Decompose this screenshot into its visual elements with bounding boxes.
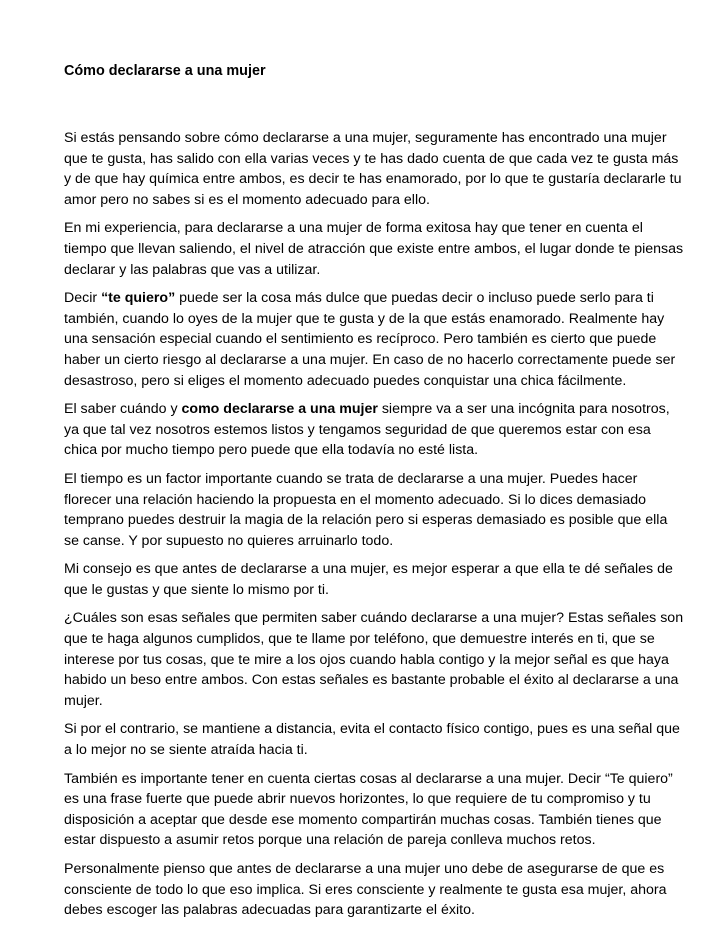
paragraph-5 (64, 469, 686, 551)
paragraph-text: En mi experiencia, para declararse a una mujer de forma exitosa hay que tener en cuenta el tiempo que llevan saliendo, el nivel de atracción que existe entre ambos, el lugar donde te piensas declarar y las palabras que vas a utilizar. (64, 220, 684, 278)
paragraph-text: Decir (64, 290, 102, 307)
document-title: Cómo declararse a una mujer (64, 63, 266, 79)
paragraph-text: El saber cuándo y (64, 401, 182, 418)
paragraph-3 (64, 288, 686, 391)
bold-phrase-como-declararse: como declararse a una mujer (181, 401, 378, 418)
paragraph-2 (64, 218, 686, 280)
paragraph-text: Si por el contrario, se mantiene a distancia, evita el contacto físico contigo, pues es una señal que a lo mejor no se siente atraída hacia ti. (64, 721, 680, 759)
paragraph-9 (64, 769, 686, 851)
paragraph-text: puede ser la cosa más dulce que puedas decir o incluso puede serlo para ti también, cuando lo oyes de la mujer que te gusta y de la que estás enamorado. Realmente hay una sensación especial cuando el sentimiento es recíproco. Pero también es cierto que puede haber un cierto riesgo al declararse a una mujer. En caso de no hacerlo correctamente puede ser desastroso, pero si eliges el momento adecuado puedes conquistar una chica fácilmente. (64, 290, 676, 389)
paragraph-8 (64, 719, 686, 760)
bold-phrase-te-quiero: “te quiero” (101, 290, 176, 307)
paragraph-7 (64, 608, 686, 711)
paragraph-text: También es importante tener en cuenta ciertas cosas al declararse a una mujer. Decir “Te quiero” es una frase fuerte que puede abrir nuevos horizontes, lo que requiere de tu compromiso y tu disposición a aceptar que desde ese momento compartirán muchas cosas. También tienes que estar dispuesto a asumir retos porque una relación de pareja conlleva muchos retos. (64, 770, 673, 849)
paragraph-text: Mi consejo es que antes de declararse a una mujer, es mejor esperar a que ella te dé señales de que le gustas y que siente lo mismo por ti. (64, 561, 673, 598)
paragraph-text: ¿Cuáles son esas señales que permiten saber cuándo declararse a una mujer? Estas señales son que te haga algunos cumplidos, que te llame por teléfono, que demuestre interés en ti, que se interese por tus cosas, que te mire a los ojos cuando habla contigo y la mejor señal es que haya habido un beso entre ambos. Con estas señales es bastante probable el éxito al declararse a una mujer. (64, 610, 684, 709)
paragraph-4 (64, 399, 686, 461)
paragraph-text: Personalmente pienso que antes de declararse a una mujer uno debe de asegurarse de que es consciente de todo lo que eso implica. Si eres consciente y realmente te gusta esa mujer, ahora debes escoger las palabras adecuadas para garantizarte el éxito. (64, 861, 667, 919)
paragraph-text: siempre va a ser una incógnita para nosotros, ya que tal vez nosotros estemos listos y tengamos seguridad de que queremos estar con esa chica por mucho tiempo pero puede que ella todavía no esté lista. (64, 401, 670, 459)
paragraph-10 (64, 859, 686, 921)
document-page (64, 60, 686, 919)
paragraph-text: Si estás pensando sobre cómo declararse a una mujer, seguramente has encontrado una mujer que te gusta, has salido con ella varias veces y te has dado cuenta de que cada vez te gusta más y de que hay química entre ambos, es decir te has enamorado, por lo que te gustaría declararle tu amor pero no sabes si es el momento adecuado para ello. (64, 130, 682, 208)
paragraph-text: El tiempo es un factor importante cuando se trata de declararse a una mujer. Puedes hacer florecer una relación haciendo la propuesta en el momento adecuado. Si lo dices demasiado temprano puedes destruir la magia de la relación pero si esperas demasiado es posible que ella se canse. Y por supuesto no quieres arruinarlo todo. (64, 470, 668, 549)
paragraph-1 (64, 128, 686, 210)
document-body (64, 128, 686, 929)
paragraph-6 (64, 559, 686, 600)
